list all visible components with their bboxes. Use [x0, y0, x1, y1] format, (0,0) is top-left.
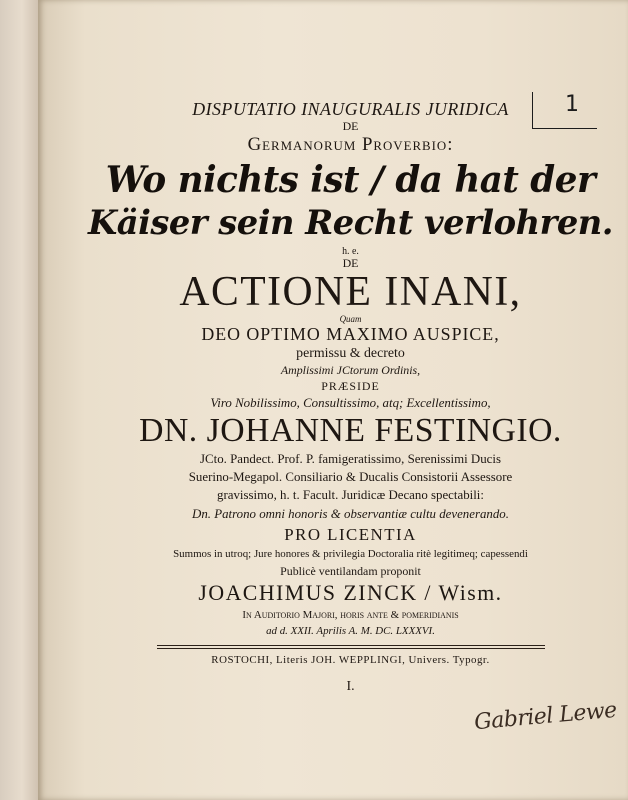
- permissu-line: permissu & decreto: [296, 346, 405, 361]
- respondent-name: JOACHIMUS ZINCK / Wism.: [198, 580, 503, 605]
- patrono-line: Dn. Patrono omni honoris & observantiæ cultu devenerando.: [192, 506, 509, 521]
- proverb-intro: Germanorum Proverbio:: [247, 134, 454, 155]
- pro-licentia: PRO LICENTIA: [284, 525, 417, 544]
- honores-line: Summos in utroq; Jure honores & privilegia Doctoralia ritè legitimeq; capessendi: [173, 548, 528, 560]
- de-line-2: DE: [342, 256, 359, 270]
- disputation-heading: DISPUTATIO INAUGURALIS JURIDICA: [192, 99, 509, 119]
- de-line: DE: [342, 119, 359, 133]
- shelfmark-number: 1: [565, 92, 579, 117]
- praeses-name: DN. JOHANNE FESTINGIO.: [139, 412, 562, 449]
- quam-line: Quam: [339, 314, 362, 324]
- proponit-line: Publicè ventilandam proponit: [280, 564, 421, 578]
- auditorio-line: In Auditorio Majori, horis ante & pomeridianis: [242, 609, 459, 621]
- viro-line: Viro Nobilissimo, Consultissimo, atq; Excellentissimo,: [210, 395, 491, 410]
- imprint-line: ROSTOCHI, Literis JOH. WEPPLINGI, Univers. Typogr.: [211, 654, 490, 666]
- binding-gutter: [0, 0, 40, 800]
- praeses-title-3: gravissimo, h. t. Facult. Juridicæ Decano spectabili:: [217, 487, 484, 502]
- signature-mark: I.: [346, 679, 355, 694]
- owner-signature: Gabriel Lewe: [473, 697, 618, 736]
- title-block: [78, 98, 623, 697]
- deo-auspice-line: DEO OPTIMO MAXIMO AUSPICE,: [201, 324, 500, 344]
- main-title: ACTIONE INANI,: [179, 269, 522, 315]
- praeside-line: PRÆSIDE: [321, 379, 380, 393]
- praeses-title-2: Suerino-Megapol. Consiliario & Ducalis Consistorii Assessore: [188, 469, 513, 484]
- he-abbreviation: h. e.: [342, 246, 359, 257]
- date-line: ad d. XXII. Aprilis A. M. DC. LXXXVI.: [266, 625, 435, 637]
- praeses-title-1: JCto. Pandect. Prof. P. famigeratissimo, Serenissimi Ducis: [200, 451, 501, 466]
- title-page: [38, 0, 628, 800]
- proverb-line-1: Wo nichts ist / da hat der: [105, 159, 596, 201]
- proverb-line-2: Käiser sein Recht verlohren.: [87, 203, 614, 243]
- ordinis-line: Amplissimi JCtorum Ordinis,: [280, 363, 421, 377]
